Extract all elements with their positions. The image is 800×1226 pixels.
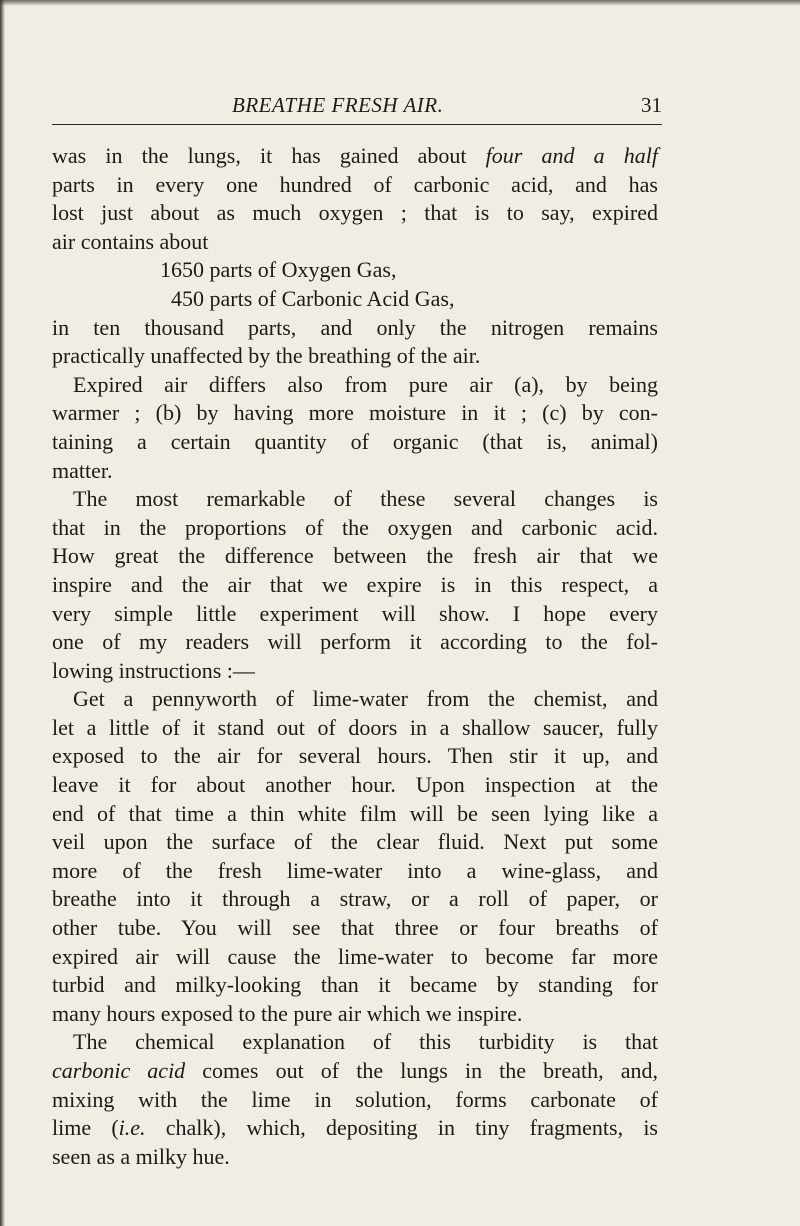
text-line: end of that time a thin white film will be seen lying like a (52, 800, 658, 826)
text-line: lime (i.e. chalk), which, depositing in tiny fragments, is (52, 1115, 658, 1141)
page-edge-shadow-left (0, 0, 5, 1226)
page-header (52, 93, 662, 129)
text-line: exposed to the air for several hours. Then stir it up, and (52, 743, 658, 769)
text-line: practically unaffected by the breathing of the air. (52, 343, 481, 369)
body-text (52, 142, 658, 1171)
text-line: taining a certain quantity of organic (that is, animal) (52, 428, 658, 454)
text-line-list-item: 450 parts of Carbonic Acid Gas, (171, 285, 455, 311)
text-line: matter. (52, 457, 113, 483)
text-line: veil upon the surface of the clear fluid. Next put some (52, 829, 658, 855)
text-line: warmer ; (b) by having more moisture in it ; (c) by con- (52, 400, 658, 426)
text-line: inspire and the air that we expire is in this respect, a (52, 571, 658, 597)
text-line: air contains about (52, 228, 209, 254)
text-line: expired air will cause the lime-water to become far more (52, 943, 658, 969)
text-line: in ten thousand parts, and only the nitrogen remains (52, 314, 658, 340)
text-line: breathe into it through a straw, or a roll of paper, or (52, 886, 658, 912)
text-line-paragraph-start: The chemical explanation of this turbidity is that (73, 1029, 658, 1055)
text-line: many hours exposed to the pure air which we inspire. (52, 1000, 523, 1026)
text-line-paragraph-start: Expired air differs also from pure air (a), by being (73, 371, 658, 397)
page-edge-shadow-top (0, 0, 800, 6)
text-line: leave it for about another hour. Upon inspection at the (52, 772, 658, 798)
text-line: very simple little experiment will show. I hope every (52, 600, 658, 626)
header-rule (52, 124, 662, 125)
text-line: seen as a milky hue. (52, 1143, 230, 1169)
text-line: lost just about as much oxygen ; that is to say, expired (52, 200, 658, 226)
text-line: carbonic acid comes out of the lungs in the breath, and, (52, 1058, 658, 1083)
text-line: that in the proportions of the oxygen and carbonic acid. (52, 514, 658, 540)
text-line: let a little of it stand out of doors in a shallow saucer, fully (52, 714, 658, 740)
text-line-paragraph-start: Get a pennyworth of lime-water from the chemist, and (73, 686, 658, 712)
text-line: other tube. You will see that three or four breaths of (52, 915, 658, 941)
page-number: 31 (641, 93, 662, 117)
text-line: How great the difference between the fresh air that we (52, 543, 658, 569)
text-line: was in the lungs, it has gained about four and a half (52, 143, 658, 168)
text-line: one of my readers will perform it according to the fol- (52, 629, 658, 655)
text-line-list-item: 1650 parts of Oxygen Gas, (160, 257, 397, 283)
text-line: lowing instructions :— (52, 657, 255, 683)
text-line: parts in every one hundred of carbonic acid, and has (52, 171, 658, 197)
running-head: BREATHE FRESH AIR. (232, 93, 444, 117)
text-line: turbid and milky-looking than it became by standing for (52, 972, 658, 998)
text-line: more of the fresh lime-water into a wine-glass, and (52, 857, 658, 883)
text-line-paragraph-start: The most remarkable of these several changes is (73, 486, 658, 512)
text-line: mixing with the lime in solution, forms carbonate of (52, 1086, 658, 1112)
